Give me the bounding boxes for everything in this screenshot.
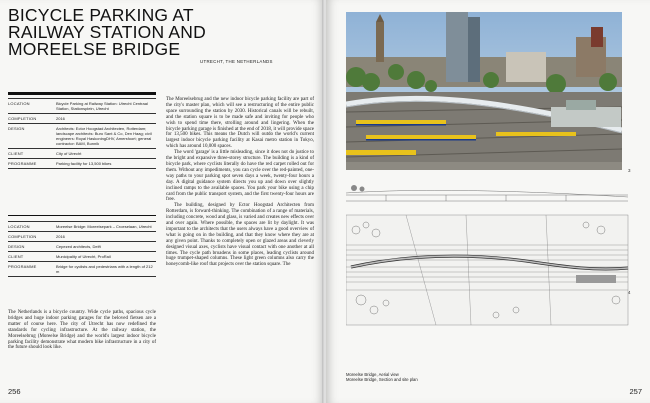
table-row — [8, 261, 156, 277]
intro-column — [8, 310, 156, 351]
table-row — [8, 251, 156, 261]
project-info-table-2 — [8, 221, 156, 277]
row-value: City of Utrecht — [56, 151, 82, 156]
row-key: DESIGN — [8, 126, 25, 131]
paragraph: The Moreelsebrug and the new indoor bicycle parking facility are part of the city's master plan, which will see a restructuring of the entire public space surrounding the station by 2030. Historical canals will be rebuilt, and the station square is to be made safe and inviting for people who wish to spend time there, strolling around and lingering. When the bicycle parking garage is finished at the end of 2018, it will provide space for 13,500 bikes. This means the Dutch will outdo the world's current largest indoor bicycle parking facility at Kasai metro station in Tokyo, which has around 10,000 spaces. — [166, 97, 315, 150]
page-title: BICYCLE PARKING AT RAILWAY STATION AND MOREELSE BRIDGE — [8, 5, 206, 59]
row-value: Bridge for cyclists and pedestrians with a length of 212 m — [56, 264, 153, 274]
row-value: Architects: Ector Hoogstad Architecten, Rotterdam; landscape architects: Buro Sant & Co, Den Haag; civil engineers: Royal HaskoningDHV, Amersfoort; general contractor: BAM, Bunnik — [56, 126, 152, 146]
row-key: DESIGN — [8, 244, 25, 249]
row-key: COMPLETION — [8, 116, 37, 121]
caption-line: Moreelse Bridge, Aerial view — [346, 372, 399, 377]
paragraph: The building, designed by Ector Hoogstad Architecten from Rotterdam, is forward-thinking. The combination of a range of materials, including concrete, wood and glass, is varied and creates new effects over and over again. Where possible, the spaces are lit by daylight. It was important to the architects that the users always have a good overview of what is going on in the building, and that they know where they are at any given point. Thanks to completely open or glazed areas and cleverly designed visual axes, cyclists have visual contact with one another at all times. The cycle path broadens in some places, leading cyclists around huge trumpet-shaped columns. These light green columns also carry the honeycomb-like roof that projects over the station square. The — [166, 203, 314, 268]
page-number-right: 257 — [629, 387, 642, 396]
section-and-site-plan — [346, 175, 636, 355]
paragraph: The word 'garage' is a little misleading, since it does not do justice to the bright and expansive three-storey structure. The building is a kind of bicycle park, where cyclists literally do have the red carpet rolled out for them. Without any impediments, you can cycle over the red-painted, one-way paths to your parking spot seven days a week, twenty-four hours a day. A digital guidance system directs you up and down over slightly inclined ramps to the available spaces. You park your bike using a chip card from the public transport system, and the first twenty-four hours are free. — [166, 150, 314, 203]
row-value: Parking facility for 13,500 bikes — [56, 161, 112, 166]
row-key: CLIENT — [8, 254, 24, 259]
left-page — [0, 0, 324, 403]
page-number-left: 256 — [8, 387, 21, 396]
row-key: PROGRAMME — [8, 264, 37, 269]
figure-number-3: 3 — [628, 168, 631, 173]
table-row — [8, 98, 156, 113]
right-page — [326, 0, 650, 403]
table-row — [8, 221, 156, 231]
table-row — [8, 123, 156, 148]
row-value: Municipality of Utrecht, ProRail — [56, 254, 111, 259]
table-row — [8, 148, 156, 158]
table-row — [8, 241, 156, 251]
body-column — [166, 97, 314, 268]
row-key: CLIENT — [8, 151, 24, 156]
figure-caption — [346, 372, 418, 382]
project-info-table-1 — [8, 98, 156, 169]
row-key: LOCATION — [8, 224, 30, 229]
row-value: 2016 — [56, 116, 65, 121]
aerial-photo — [346, 12, 622, 170]
row-key: PROGRAMME — [8, 161, 37, 166]
table-row — [8, 113, 156, 123]
row-value: Moreelse Bridge: Moreelsepark – Croeselaan, Utrecht — [56, 224, 152, 229]
row-key: LOCATION — [8, 101, 30, 106]
row-key: COMPLETION — [8, 234, 37, 239]
caption-line: Moreelse Bridge, Section and site plan — [346, 377, 418, 383]
row-value: Cepezed architects, Delft — [56, 244, 101, 249]
row-value: Bicycle Parking at Railway Station: Utrecht Centraal Station, Stationsplein, Utrecht — [56, 101, 148, 111]
table-row — [8, 158, 156, 169]
table2-top-rule — [8, 215, 156, 216]
row-value: 2016 — [56, 234, 65, 239]
table-top-rule — [8, 92, 156, 95]
location-tag: UTRECHT, THE NETHERLANDS — [200, 59, 273, 64]
figure-number-4: 4 — [628, 290, 631, 295]
paragraph: The Netherlands is a bicycle country. Wide cycle paths, spacious cycle bridges and huge indoor parking garages for the beloved fietsen are a matter of course here. The city of Utrecht has now redefined the standards for cycling infrastructure. At the railway station, the Moreelsebrug (Moreelse Bridge) and the world's largest indoor bicycle parking facility demonstrate what modern bike infrastructure in a city of the future should look like. — [8, 310, 156, 351]
table-row — [8, 231, 156, 241]
